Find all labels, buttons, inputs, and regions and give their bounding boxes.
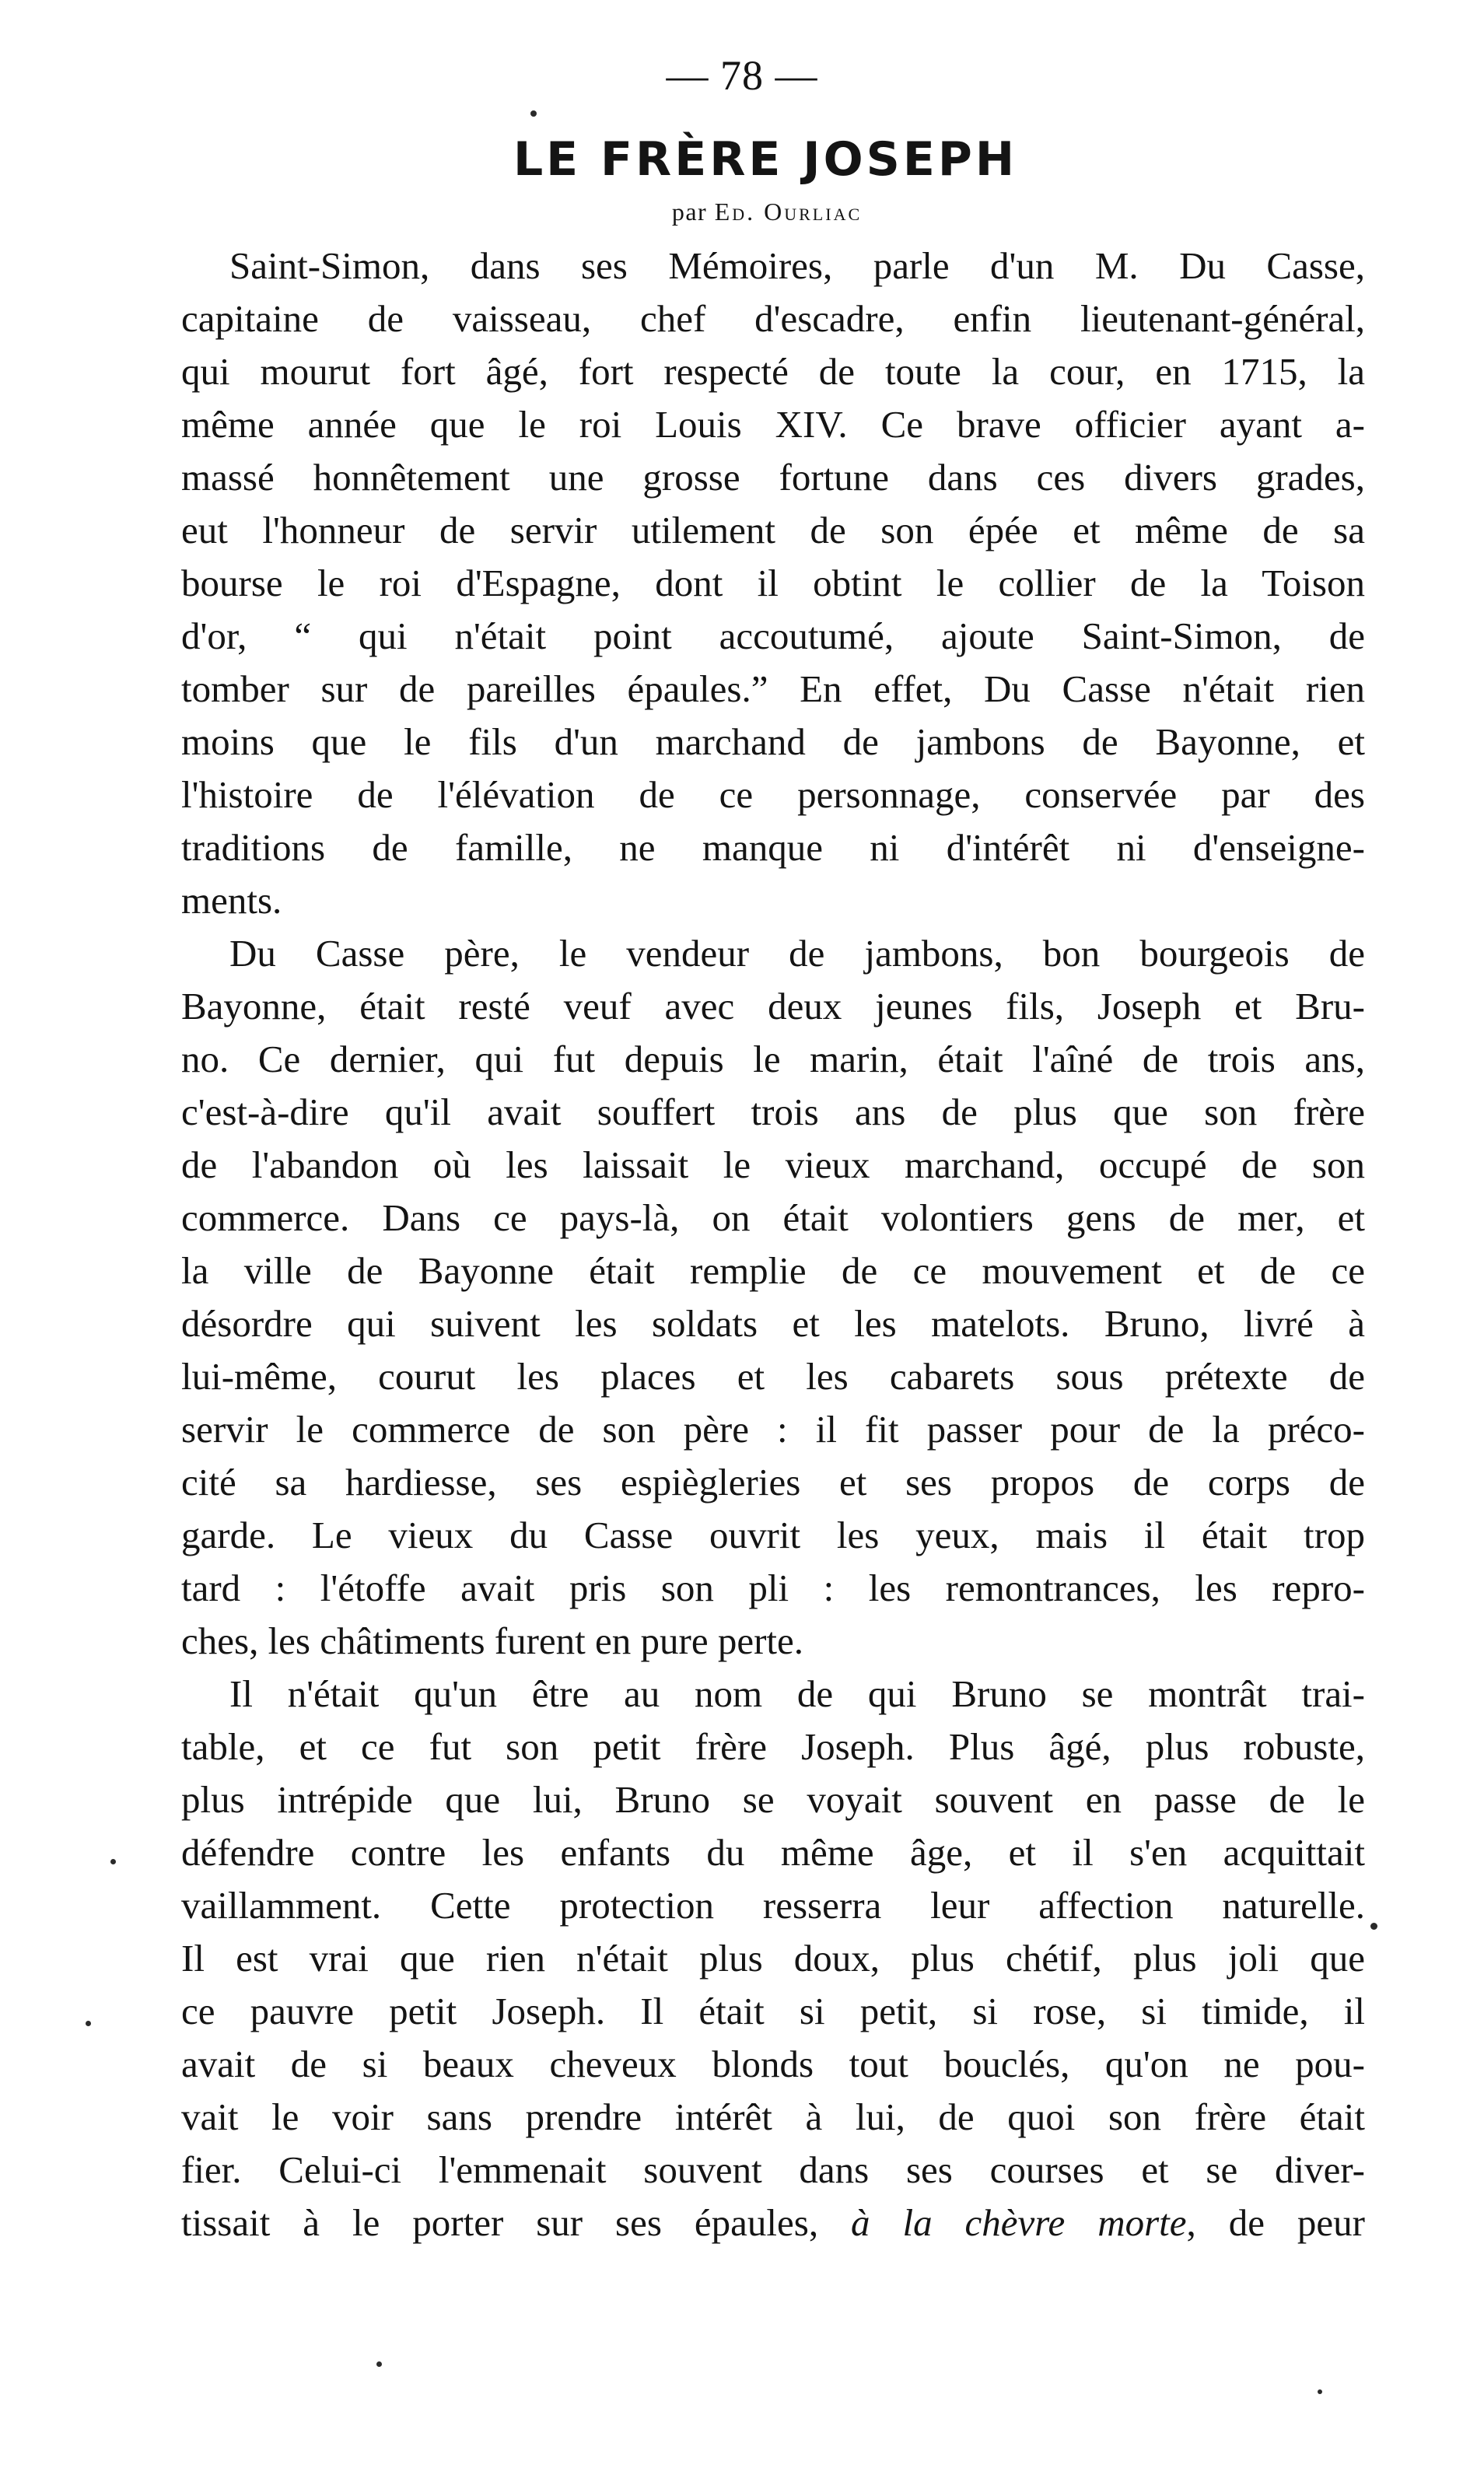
text-line: c'est-à-dire qu'il avait souffert trois ans de plus que son frère: [181, 1090, 1365, 1133]
byline-author: Ed. Ourliac: [714, 198, 863, 226]
text-line: ches, les châtiments furent en pure perte.: [181, 1619, 804, 1662]
text-line: plus intrépide que lui, Bruno se voyait souvent en passe de le: [181, 1778, 1365, 1821]
chapter-title: LE FRÈRE JOSEPH: [513, 132, 1018, 187]
text-line: bourse le roi d'Espagne, dont il obtint le collier de la Toison: [181, 562, 1365, 604]
scan-speck: [1370, 1923, 1377, 1930]
body-text: [181, 240, 1365, 2249]
paragraph: [181, 240, 1365, 927]
text-line: Du Casse père, le vendeur de jambons, bon bourgeois de: [229, 932, 1365, 975]
text-line: vaillamment. Cette protection resserra leur affection naturelle.: [181, 1884, 1365, 1927]
text-line: commerce. Dans ce pays-là, on était volontiers gens de mer, et: [181, 1196, 1365, 1239]
byline-prefix: par: [671, 198, 708, 226]
page-number: — 78 —: [666, 52, 818, 99]
text-line: servir le commerce de son père : il fit passer pour de la préco-: [181, 1408, 1365, 1451]
italic-phrase: à la chèvre morte: [851, 2201, 1187, 2244]
scan-speck: [530, 110, 537, 117]
text-line: défendre contre les enfants du même âge, et il s'en acquittait: [181, 1831, 1365, 1874]
text-line: massé honnêtement une grosse fortune dans ces divers grades,: [181, 456, 1365, 499]
text-line: ce pauvre petit Joseph. Il était si petit, si rose, si timide, il: [181, 1990, 1365, 2032]
text-line: capitaine de vaisseau, chef d'escadre, enfin lieutenant-général,: [181, 297, 1365, 340]
text-line: tard : l'étoffe avait pris son pli : les remontrances, les repro-: [181, 1567, 1365, 1609]
text-line: Bayonne, était resté veuf avec deux jeunes fils, Joseph et Bru-: [181, 985, 1365, 1027]
paragraph: [181, 1668, 1365, 2249]
text-line: même année que le roi Louis XIV. Ce brave officier ayant a-: [181, 403, 1365, 446]
text-line: vait le voir sans prendre intérêt à lui, de quoi son frère était: [181, 2095, 1365, 2138]
text-line: Saint-Simon, dans ses Mémoires, parle d'un M. Du Casse,: [229, 244, 1365, 287]
text-line: cité sa hardiesse, ses espiègleries et ses propos de corps de: [181, 1461, 1365, 1504]
text-line: d'or, “ qui n'était point accoutumé, ajoute Saint-Simon, de: [181, 614, 1365, 657]
scan-speck: [376, 2361, 382, 2367]
text-line: de l'abandon où les laissait le vieux marchand, occupé de son: [181, 1143, 1365, 1186]
text-line: avait de si beaux cheveux blonds tout bouclés, qu'on ne pou-: [181, 2043, 1365, 2085]
text-line: Il n'était qu'un être au nom de qui Bruno se montrât trai-: [229, 1672, 1365, 1715]
scan-speck: [1318, 2389, 1322, 2394]
text-line: garde. Le vieux du Casse ouvrit les yeux, mais il était trop: [181, 1514, 1365, 1556]
text-line-final: [181, 2197, 1365, 2249]
scan-speck: [110, 1859, 116, 1864]
text-line: fier. Celui-ci l'emmenait souvent dans ses courses et se diver-: [181, 2148, 1365, 2191]
text-line: qui mourut fort âgé, fort respecté de toute la cour, en 1715, la: [181, 350, 1365, 393]
text-line: traditions de famille, ne manque ni d'intérêt ni d'enseigne-: [181, 826, 1365, 869]
text-line: no. Ce dernier, qui fut depuis le marin, était l'aîné de trois ans,: [181, 1038, 1365, 1080]
text-line: table, et ce fut son petit frère Joseph. Plus âgé, plus robuste,: [181, 1725, 1365, 1768]
text-line: tomber sur de pareilles épaules.” En effet, Du Casse n'était rien: [181, 667, 1365, 710]
text-line: lui-même, courut les places et les cabarets sous prétexte de: [181, 1355, 1365, 1398]
text-line: ments.: [181, 879, 282, 922]
text-line: eut l'honneur de servir utilement de son épée et même de sa: [181, 509, 1365, 551]
scan-speck: [86, 2021, 91, 2026]
paragraph: [181, 927, 1365, 1668]
text-line: désordre qui suivent les soldats et les matelots. Bruno, livré à: [181, 1302, 1365, 1345]
text-line: moins que le fils d'un marchand de jambons de Bayonne, et: [181, 720, 1365, 763]
text-line: la ville de Bayonne était remplie de ce mouvement et de ce: [181, 1249, 1365, 1292]
text-line: l'histoire de l'élévation de ce personnage, conservée par des: [181, 773, 1365, 816]
text-run: , de peur: [1186, 2201, 1365, 2244]
byline: [0, 194, 1484, 229]
text-line: Il est vrai que rien n'était plus doux, plus chétif, plus joli que: [181, 1937, 1365, 1980]
text-run: tissait à le porter sur ses épaules,: [181, 2201, 852, 2244]
